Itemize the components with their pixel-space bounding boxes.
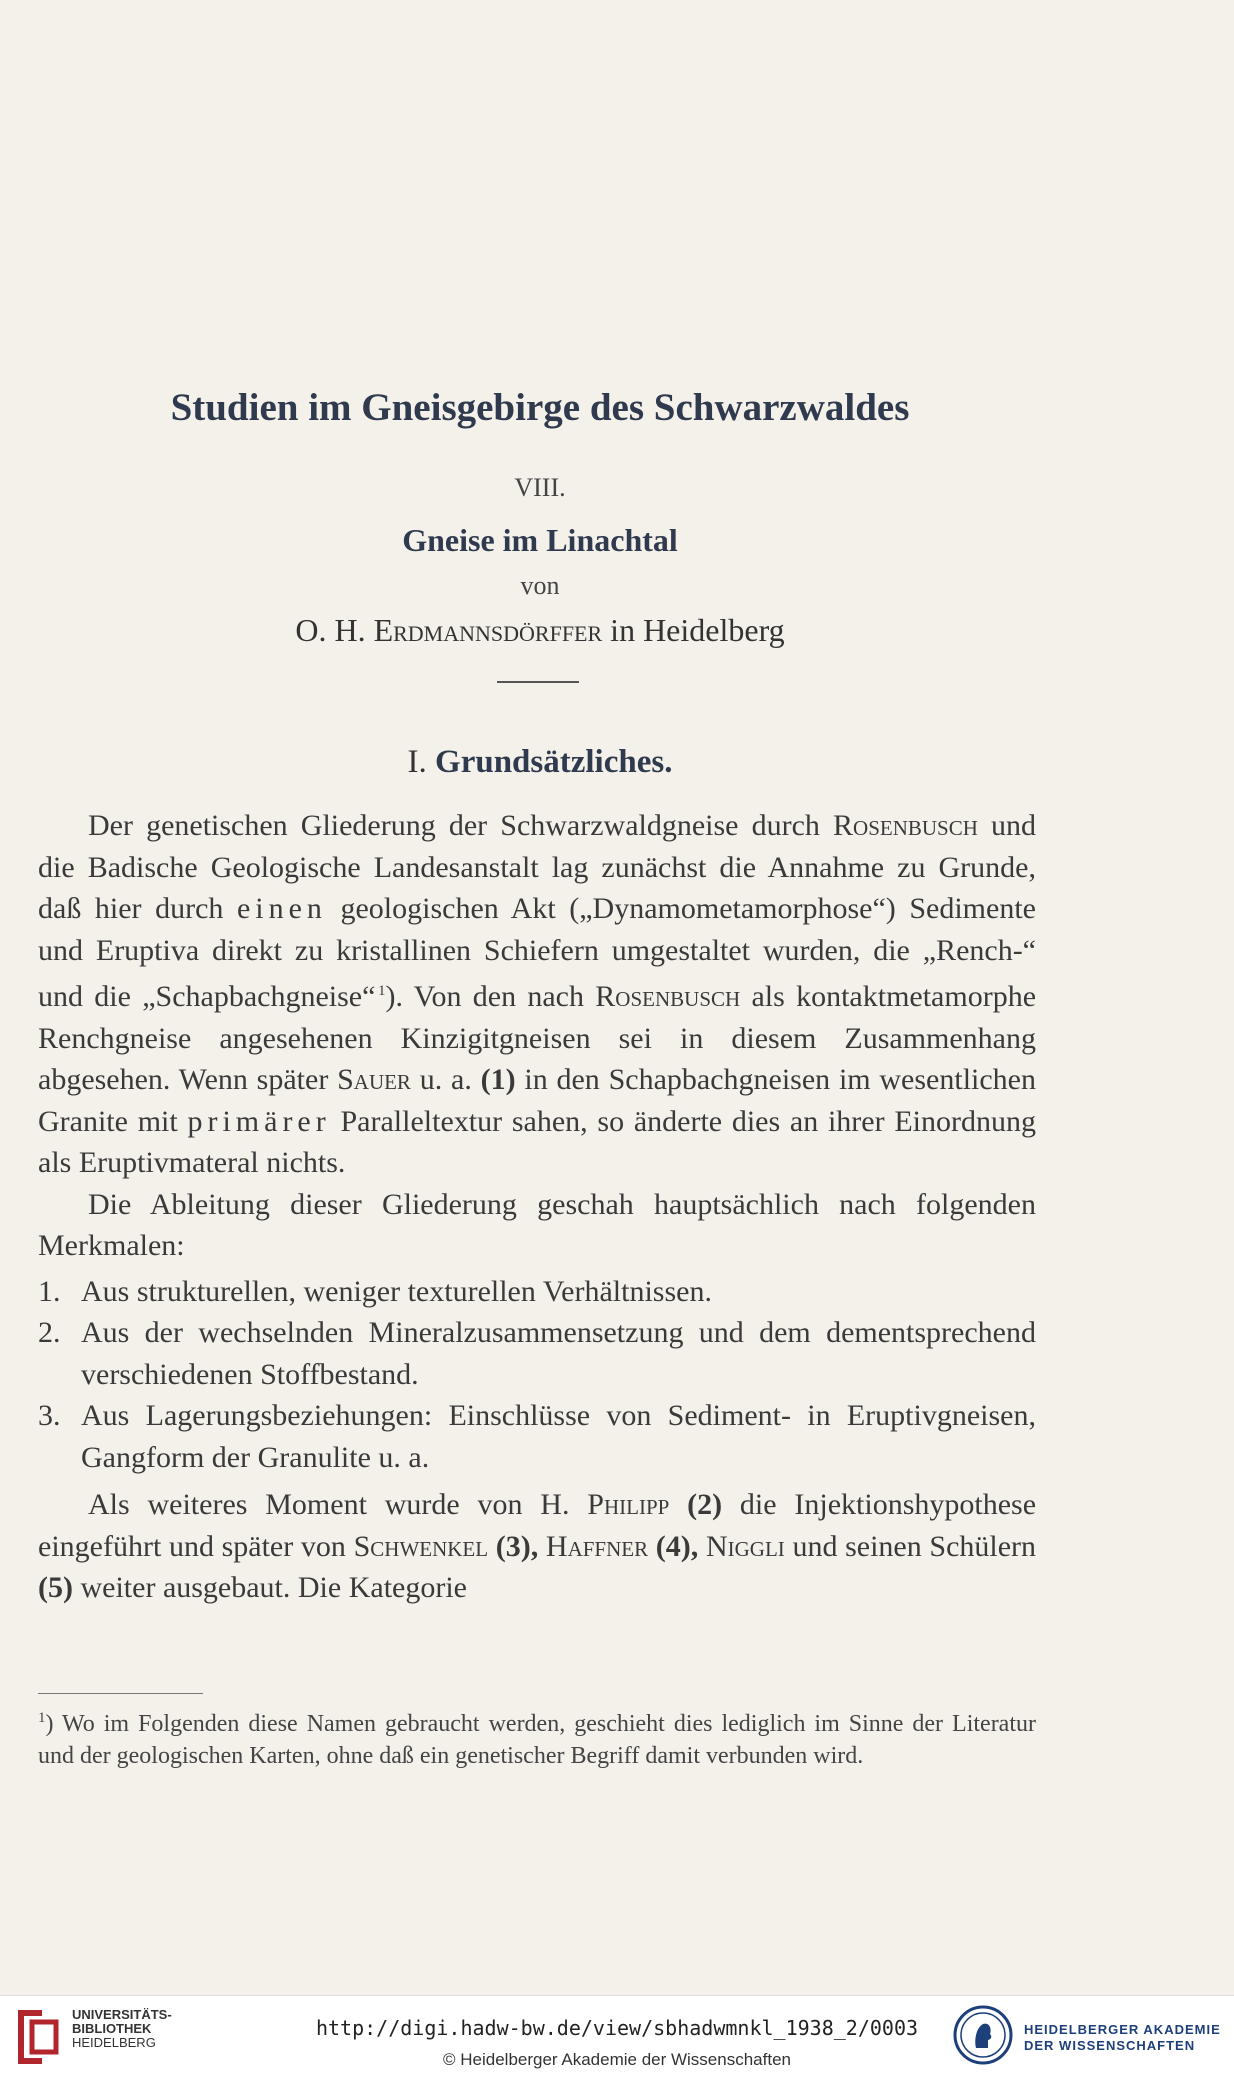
list-text: Aus der wechselnden Mineralzusammensetzung und dem dementsprechend verschiedenen Stoffbestand. [81,1316,1036,1391]
criteria-list [38,1271,1036,1479]
name-rosenbusch: Rosenbusch [595,980,741,1013]
part-number: VIII. [514,473,566,502]
emphasis-einen: einen [236,892,327,925]
name-niggli: Niggli [705,1529,785,1563]
name-philipp: Philipp [587,1488,670,1521]
footnote-divider [38,1693,203,1694]
reference-5: (5) [38,1571,73,1604]
academy-seal-icon [952,2004,1014,2066]
byline-von: von [520,571,560,600]
academy-line: DER WISSENSCHAFTEN [1024,2038,1196,2053]
section-number: I. [407,744,427,780]
title-divider [497,681,579,683]
text-run: geologischen Akt („Dynamometamorphose“) Sedimente und Eruptiva direkt zu kristallinen Schiefern umgestaltet wurden, die „Rench-“ und die „Schapbachgneise“ [38,892,1036,1013]
paragraph-1 [38,805,1036,1184]
reference-3: (3), [495,1529,539,1563]
author-suffix: in Heidelberg [610,612,785,648]
section-heading [0,744,1080,781]
body-text [38,805,1036,1609]
author-line [0,612,1080,649]
paragraph-2: Die Ableitung dieser Gliederung geschah hauptsächlich nach folgenden Merkmalen: [38,1187,1036,1262]
text-run: Paralleltextur sahen, so änderte dies an ihrer Einordnung als Eruptivmateral nichts. [38,1104,1037,1179]
list-item [38,1271,1036,1313]
list-number: 1. [38,1274,61,1308]
reference-4: (4), [655,1529,699,1563]
text-run: Der genetischen Gliederung der Schwarzwaldgneise durch [88,809,820,842]
name-schwenkel: Schwenkel [353,1529,489,1563]
library-line: HEIDELBERG [72,2035,156,2050]
list-item [38,1395,1036,1478]
name-sauer: Sauer [337,1063,411,1096]
name-rosenbusch: Rosenbusch [833,809,978,842]
text-run: in den Schapbachgneisen im wesentlichen Granite mit [38,1063,1036,1138]
author-initials: O. H. [295,612,366,648]
footnote-text: ) Wo im Folgenden diese Namen gebraucht werden, geschieht dies lediglich im Sinne der Literatur und der geologischen Karten, ohne daß ein genetischer Begriff damit verbunden wird. [38,1711,1036,1769]
list-number: 2. [38,1316,61,1349]
library-line: UNIVERSITÄTS- [72,2007,172,2022]
list-text: Aus Lagerungsbeziehungen: Einschlüsse von Sediment- in Eruptivgneisen, Gangform der Granulite u. a. [81,1399,1036,1474]
list-item [38,1312,1036,1395]
library-line: BIBLIOTHEK [72,2021,152,2036]
academy-name [1024,2022,1221,2054]
permalink-url[interactable]: http://digi.hadw-bw.de/view/sbhadwmnkl_1938_2/0003 [315,2016,919,2040]
text-run: Als weiteres Moment wurde von H. [88,1488,570,1521]
section-title: Grundsätzliches. [435,744,673,780]
text-run: und die Badische Geologische Landesanstalt lag zunächst die Annahme zu Grunde, daß hier durch [38,809,1037,925]
paragraph-3 [38,1484,1036,1609]
list-number: 3. [38,1399,61,1432]
academy-line: HEIDELBERGER AKADEMIE [1024,2022,1221,2037]
footnote-number: 1 [38,1710,46,1726]
emphasis-primaerer: primärer [187,1104,331,1138]
copyright-notice: © Heidelberger Akademie der Wissenschaften [443,2050,791,2069]
page-title: Studien im Gneisgebirge des Schwarzwaldes [170,386,910,429]
text-run: ). Von den nach [385,980,584,1013]
reference-2: (2) [687,1488,723,1521]
reference-1: (1) [480,1063,516,1096]
text-run: und seinen Schülern [792,1529,1037,1563]
subtitle: Gneise im Linachtal [402,522,678,558]
footnote-marker: 1 [377,983,386,999]
footnote [38,1702,1036,1772]
name-haffner: Haffner [545,1529,649,1563]
list-text: Aus strukturellen, weniger texturellen Verhältnissen. [81,1274,712,1308]
text-run: weiter ausgebaut. Die Kategorie [80,1571,467,1604]
text-run: die Injektionshypothese eingeführt und später von [38,1488,1037,1563]
text-run: u. a. [419,1063,472,1096]
author-name: Erdmannsdörffer [373,612,603,648]
text-run: als kontaktmetamorphe Renchgneise angesehenen Kinzigitgneisen sei in diesem Zusammenhang abgesehen. Wenn später [38,980,1037,1096]
